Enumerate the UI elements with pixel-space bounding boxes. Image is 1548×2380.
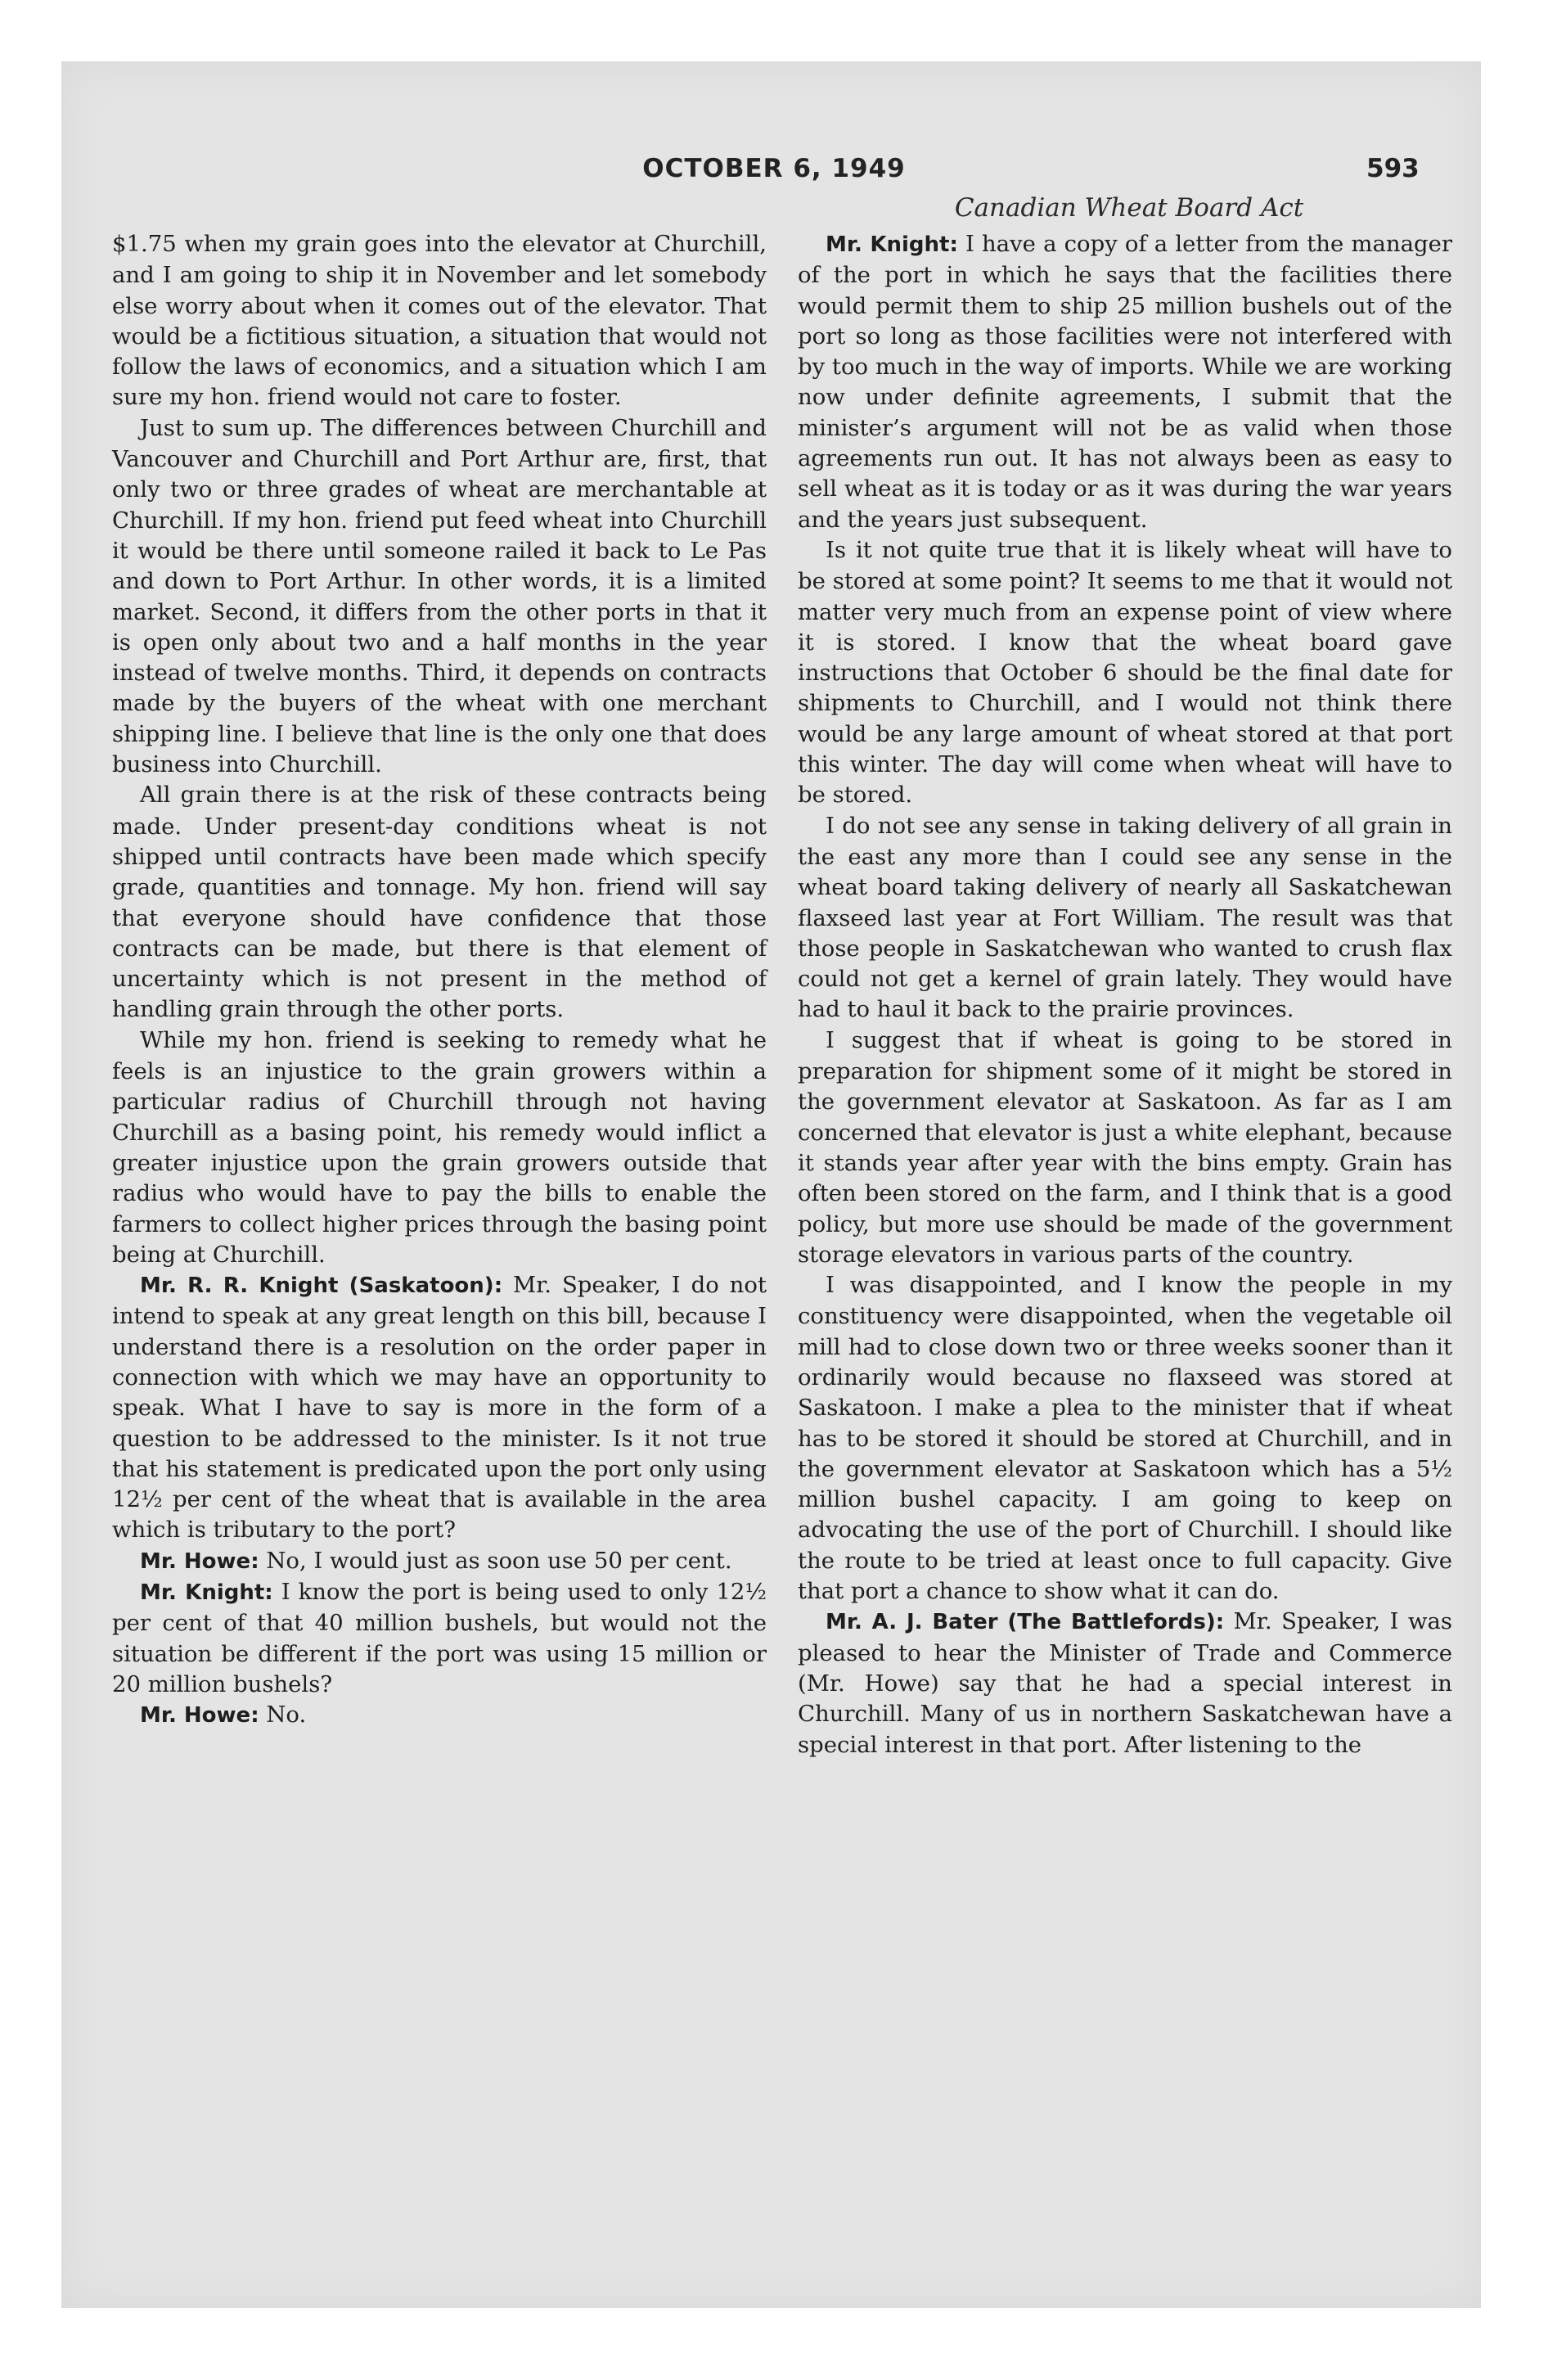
paragraph-text: $1.75 when my grain goes into the elevator at Churchill, and I am going to ship it in November and let somebody else worry about when it comes out of the elevator. That would be a fictitious situation, a situation that would not follow the laws of economics, and a situation which I am sure my hon. friend would not care to foster. xyxy=(112,231,767,411)
paragraph xyxy=(798,811,1452,1025)
paragraph-text: Is it not quite true that it is likely wheat will have to be stored at some point? It seems to me that it would not matter very much from an expense point of view where it is stored. I know that the wheat board gave instructions that October 6 should be the final date for shipments to Churchill, and I would not think there would be any large amount of wheat stored at that port this winter. The day will come when wheat will have to be stored. xyxy=(798,536,1452,809)
paragraph-text: I have a copy of a letter from the manager of the port in which he says that the facilities there would permit them to ship 25 million bushels out of the port so long as those facilities were not interfered with by too much in the way of imports. While we are working now under definite agreements, I submit that the minister’s argument will not be as valid when those agreements run out. It has not always been as easy to sell wheat as it is today or as it was during the war years and the years just subsequent. xyxy=(798,231,1452,533)
paragraph-text: Mr. Speaker, I do not intend to speak at any great length on this bill, because I understand there is a resolution on the order paper in connection with which we may have an opportunity to speak. What I have to say is more in the form of a question to be addressed to the minister. Is it not true that his statement is predicated upon the port only using 12½ per cent of the wheat that is available in the area which is tributary to the port? xyxy=(112,1272,767,1544)
paragraph-text: I was disappointed, and I know the people in my constituency were disappointed, when the vegetable oil mill had to close down two or three weeks sooner than it ordinarily would because no flaxseed was stored at Saskatoon. I make a plea to the minister that if wheat has to be stored it should be stored at Churchill, and in the government elevator at Saskatoon which has a 5½ million bushel capacity. I am going to keep on advocating the use of the port of Churchill. I should like the route to be tried at least once to full capacity. Give that port a chance to show what it can do. xyxy=(798,1272,1452,1605)
paragraph xyxy=(798,1607,1452,1760)
paragraph xyxy=(112,1270,767,1546)
paragraph-text: I do not see any sense in taking delivery of all grain in the east any more than I could see any sense in the wheat board taking delivery of nearly all Saskatchewan flaxseed last year at Fort William. The result was that those people in Saskatchewan who wanted to crush flax could not get a kernel of grain lately. They would have had to haul it back to the prairie provinces. xyxy=(798,812,1452,1023)
header-date: OCTOBER 6, 1949 xyxy=(642,154,906,183)
paragraph-text: While my hon. friend is seeking to remedy what he feels is an injustice to the grain growers within a particular radius of Churchill through not having Churchill as a basing point, his remedy would inflict a greater injustice upon the grain growers outside that radius who would have to pay the bills to enable the farmers to collect higher prices through the basing point being at Churchill. xyxy=(112,1026,767,1268)
paragraph-text: I know the port is being used to only 12½ per cent of that 40 million bushels, but would not the situation be different if the port was using 15 million or 20 million bushels? xyxy=(112,1579,767,1697)
speaker-name: Mr. R. R. Knight (Saskatoon): xyxy=(140,1273,503,1299)
paragraph-text: All grain there is at the risk of these contracts being made. Under present-day conditions wheat is not shipped until contracts have been made which specify grade, quantities and tonnage. My hon. friend will say that everyone should have confidence that those contracts can be made, but there is that element of uncertainty which is not present in the method of handling grain through the other ports. xyxy=(112,782,767,1023)
paragraph-text: No, I would just as soon use 50 per cent. xyxy=(259,1547,732,1574)
paragraph-text: Just to sum up. The differences between Churchill and Vancouver and Churchill and Port Arthur are, first, that only two or three grades of wheat are merchantable at Churchill. If my hon. friend put feed wheat into Churchill it would be there until someone railed it back to Le Pas and down to Port Arthur. In other words, it is a limited market. Second, it differs from the other ports in that it is open only about two and a half months in the year instead of twelve months. Third, it depends on contracts made by the buyers of the wheat with one merchant shipping line. I believe that line is the only one that does business into Churchill. xyxy=(112,414,767,778)
speaker-name: Mr. Howe: xyxy=(140,1548,259,1574)
paragraph xyxy=(798,229,1452,535)
paragraph xyxy=(112,1577,767,1700)
speaker-name: Mr. A. J. Bater (The Battlefords): xyxy=(826,1610,1225,1635)
paragraph-text: No. xyxy=(259,1702,307,1729)
paragraph xyxy=(112,1700,767,1731)
paragraph xyxy=(112,780,767,1025)
running-title: Canadian Wheat Board Act xyxy=(954,193,1304,223)
speaker-name: Mr. Knight: xyxy=(140,1580,273,1606)
right-column xyxy=(798,229,1452,1760)
paragraph xyxy=(112,229,767,413)
page-number: 593 xyxy=(1366,154,1420,183)
paragraph xyxy=(798,535,1452,811)
paragraph xyxy=(112,1546,767,1577)
paragraph-text: I suggest that if wheat is going to be stored in preparation for shipment some of it might be stored in the government elevator at Saskatoon. As far as I am concerned that elevator is just a white elephant, because it stands year after year with the bins empty. Grain has often been stored on the farm, and I think that is a good policy, but more use should be made of the government storage elevators in various parts of the country. xyxy=(798,1026,1452,1268)
speaker-name: Mr. Knight: xyxy=(826,232,958,257)
speaker-name: Mr. Howe: xyxy=(140,1703,259,1729)
paragraph xyxy=(112,1025,767,1270)
paragraph xyxy=(798,1270,1452,1607)
paragraph-text: Mr. Speaker, I was pleased to hear the Minister of Trade and Commerce (Mr. Howe) say that he had a special interest in Churchill. Many of us in northern Saskatchewan have a special interest in that port. After listening to the xyxy=(798,1608,1452,1758)
paragraph xyxy=(798,1025,1452,1270)
paragraph xyxy=(112,413,767,781)
left-column xyxy=(112,229,767,1732)
